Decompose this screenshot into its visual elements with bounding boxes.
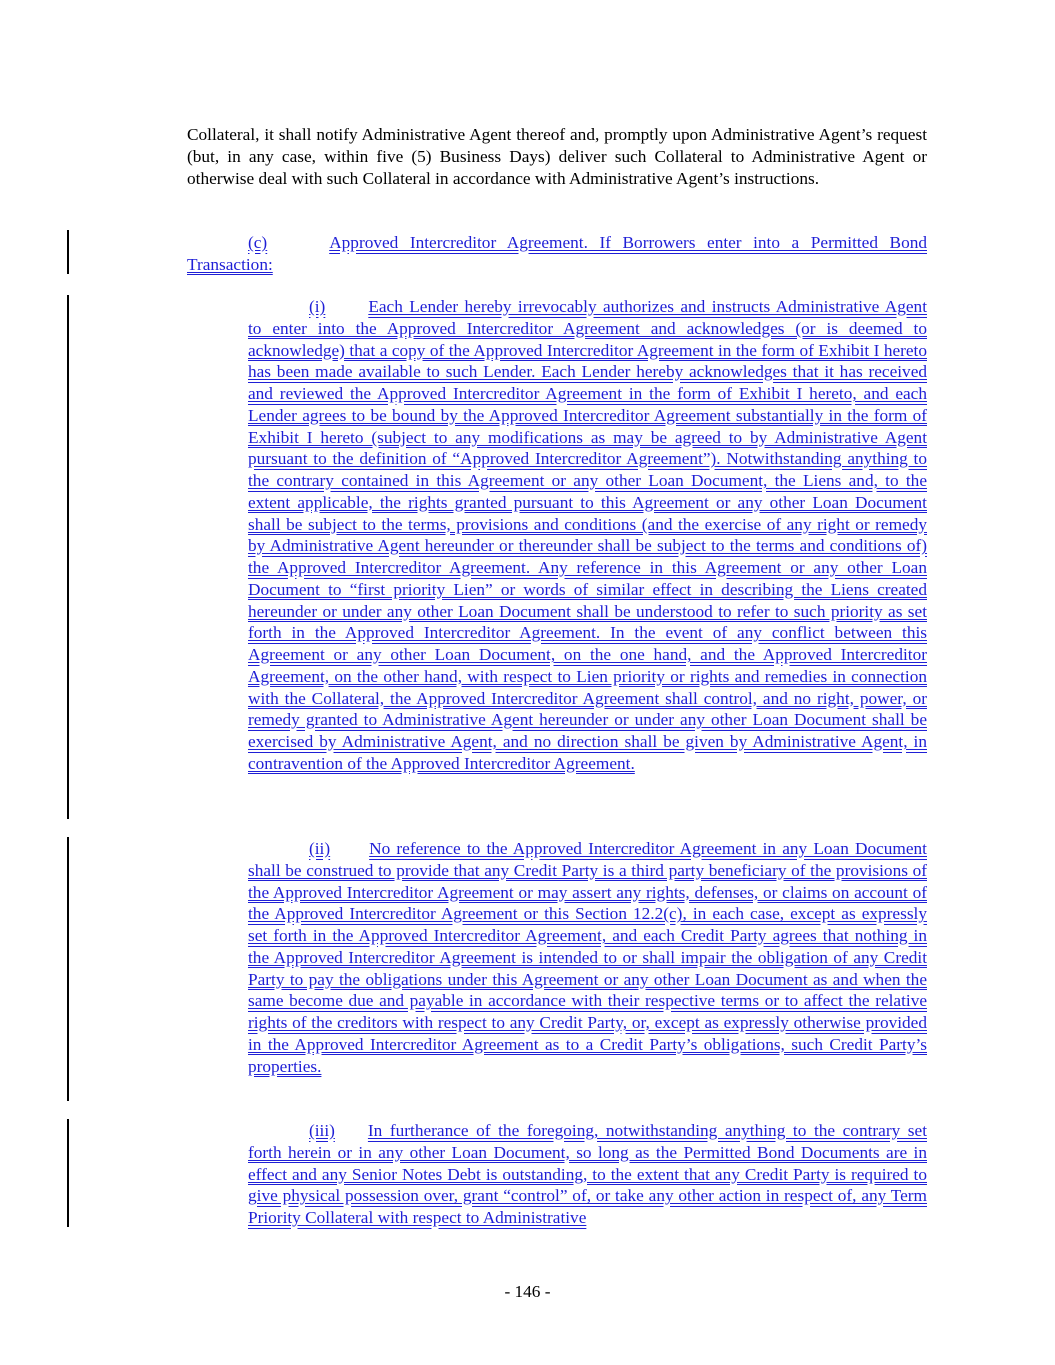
page-number: - 146 - [504,1282,551,1301]
clause-ii-number: (ii) [309,839,331,858]
clause-i-number: (i) [309,297,326,316]
change-bar-ii [67,837,69,1101]
section-c-number: (c) [248,233,268,252]
section-c-text: Approved Intercreditor Agreement. If Borrowers enter into a Permitted Bond Transaction: [187,233,927,274]
clause-ii-text: No reference to the Approved Intercreditor Agreement in any Loan Document shall be construed to provide that any Credit Party is a third party beneficiary of the provisions of the Approved Intercreditor Agreement or may assert any rights, defenses, or claims on account of the Approved Intercreditor Agreement or this Section 12.2(c), in each case, except as expressly set forth in the Approved Intercreditor Agreement, and each Credit Party agrees that nothing in the Approved Intercreditor Agreement is intended to or shall impair the obligation of any Credit Party to pay the obligations under this Agreement or any other Loan Document as and when the same become due and payable in accordance with their respective terms or to affect the relative rights of the creditors with respect to any Credit Party, or, except as expressly otherwise provided in the Approved Intercreditor Agreement as to a Credit Party’s obligations, such Credit Party’s properties. [248,839,927,1076]
change-bar-iii [67,1119,69,1227]
clause-i-paragraph [248,296,927,775]
clause-ii-paragraph [248,838,927,1077]
clause-i-text: Each Lender hereby irrevocably authorizes and instructs Administrative Agent to enter into the Approved Intercreditor Agreement and acknowledges (or is deemed to acknowledge) that a copy of the Approved Intercreditor Agreement in the form of Exhibit I hereto has been made available to such Lender. Each Lender hereby acknowledges that it has received and reviewed the Approved Intercreditor Agreement in the form of Exhibit I hereto, and each Lender agrees to be bound by the Approved Intercreditor Agreement substantially in the form of Exhibit I hereto (subject to any modifications as may be agreed to by Administrative Agent pursuant to the definition of “Approved Intercreditor Agreement”). Notwithstanding anything to the contrary contained in this Agreement or any other Loan Document, the Liens and, to the extent applicable, the rights granted pursuant to this Agreement or any other Loan Document shall be subject to the terms, provisions and conditions (and the exercise of any right or remedy by Administrative Agent hereunder or thereunder shall be subject to the terms and conditions of) the Approved Intercreditor Agreement. Any reference in this Agreement or any other Loan Document to “first priority Lien” or words of similar effect in describing the Liens created hereunder or under any other Loan Document shall be understood to refer to such priority as set forth in the Approved Intercreditor Agreement. In the event of any conflict between this Agreement or any other Loan Document, on the one hand, and the Approved Intercreditor Agreement, on the other hand, with respect to Lien priority or rights and remedies in connection with the Collateral, the Approved Intercreditor Agreement shall control, and no right, power, or remedy granted to Administrative Agent hereunder or under any other Loan Document shall be exercised by Administrative Agent, and no direction shall be given by Administrative Agent, in contravention of the Approved Intercreditor Agreement. [248,297,927,773]
intro-text: Collateral, it shall notify Administrative Agent thereof and, promptly upon Administrative Agent’s request (but, in any case, within five (5) Business Days) deliver such Collateral to Administrative Agent or otherwise deal with such Collateral in accordance with Administrative Agent’s instructions. [187,125,927,188]
clause-iii-paragraph [248,1120,927,1229]
clause-iii-text: In furtherance of the foregoing, notwithstanding anything to the contrary set forth herein or in any other Loan Document, so long as the Permitted Bond Documents are in effect and any Senior Notes Debt is outstanding, to the extent that any Credit Party is required to give physical possession over, grant “control” of, or take any other action in respect of, any Term Priority Collateral with respect to Administrative [248,1121,927,1227]
change-bar-c [67,230,69,274]
change-bar-i [67,295,69,819]
intro-paragraph [187,124,927,189]
clause-iii-number: (iii) [309,1121,335,1140]
section-c-paragraph [187,232,927,276]
